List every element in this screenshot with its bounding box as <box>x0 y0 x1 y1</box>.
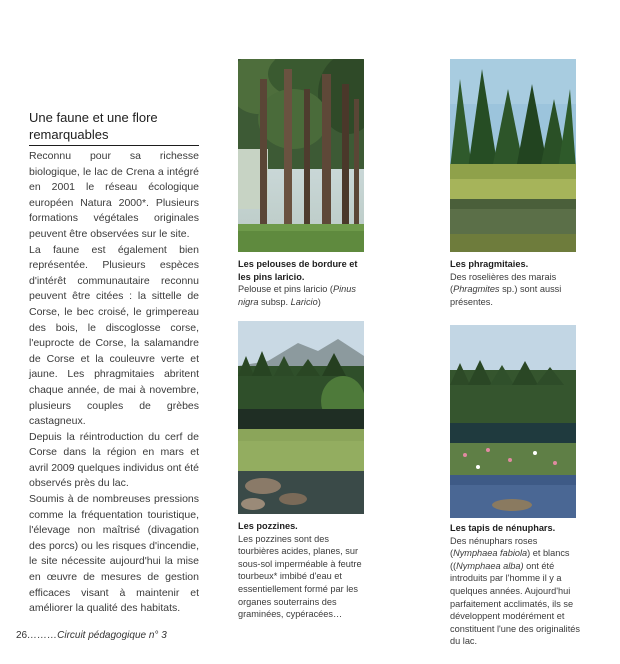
caption-text: Pelouse et pins laricio (Pinus nigra subsp. Laricio) <box>238 284 356 307</box>
caption-title: Les phragmitaies. <box>450 259 529 269</box>
caption-phragmitaies <box>450 258 570 308</box>
caption-nenuphars <box>450 522 580 648</box>
caption-text: Des nénuphars roses (Nymphaea fabiola) et blancs ((Nymphaea alba) ont été introduits par l'homme il y a quelques années. Aujourd'hui parfaitement acclimatés, ils se développent modérément et constituent l'une des originalités du lac. <box>450 535 580 647</box>
water-lily-lake-photo <box>450 325 576 518</box>
caption-title: Les tapis de nénuphars. <box>450 523 556 533</box>
caption-title: Les pozzines. <box>238 521 298 531</box>
caption-pozzines <box>238 520 362 621</box>
peat-bog-photo <box>238 321 364 514</box>
paragraph-4: Soumis à de nombreuses pressions comme la fréquentation touristique, l'élevage non maîtrisé (divagation des porcs) ou les risques d'incendie, le site nécessite aujourd'hui la mise en œuvre de mesures de gestion efficaces visant à maintenir et améliorer la qualité des habitats. <box>29 493 199 615</box>
paragraph-2: La faune est également bien représentée. Plusieurs espèces d'intérêt communautaire reconnu peuvent être citées : la sittelle de Corse, le bec croisé, le grimpereau des bois, le discoglosse corse, l'euprocte de Corse, la salamandre de Corse et la couleuvre verte et jaune. Les phragmitaies abritent chaque année, de mai à novembre, plusieurs couples de grèbes castagneux. <box>29 243 199 428</box>
main-text-column <box>29 109 199 617</box>
reed-marsh-photo <box>450 59 576 252</box>
pine-forest-photo <box>238 59 364 252</box>
paragraph-1: Reconnu pour sa richesse biologique, le lac de Crena a intégré en 2001 le réseau écologique européen Natura 2000*. Plusieurs formations végétales originales peuvent être observées sur le site. <box>29 150 199 240</box>
footer-title: Circuit pédagogique n° 3 <box>57 630 167 641</box>
page-footer <box>16 630 167 641</box>
caption-text: Des roselières des marais (Phragmites sp.) sont aussi présentes. <box>450 271 562 307</box>
caption-text: Les pozzines sont des tourbières acides, planes, sur sous-sol imperméable à feutre tourbeux* imbibé d'eau et essentiellement formé par les organes souterrains des graminées, cypéracées… <box>238 533 362 620</box>
paragraph-3: Depuis la réintroduction du cerf de Corse dans la région en mars et avril 2009 quelques individus ont été observés près du lac. <box>29 430 199 490</box>
caption-title: Les pelouses de bordure et les pins laricio. <box>238 259 358 282</box>
caption-pelouses <box>238 258 370 308</box>
footer-dots: ……… <box>27 630 58 641</box>
page-number: 26 <box>16 630 28 641</box>
section-title: Une faune et une flore remarquables <box>29 109 199 146</box>
